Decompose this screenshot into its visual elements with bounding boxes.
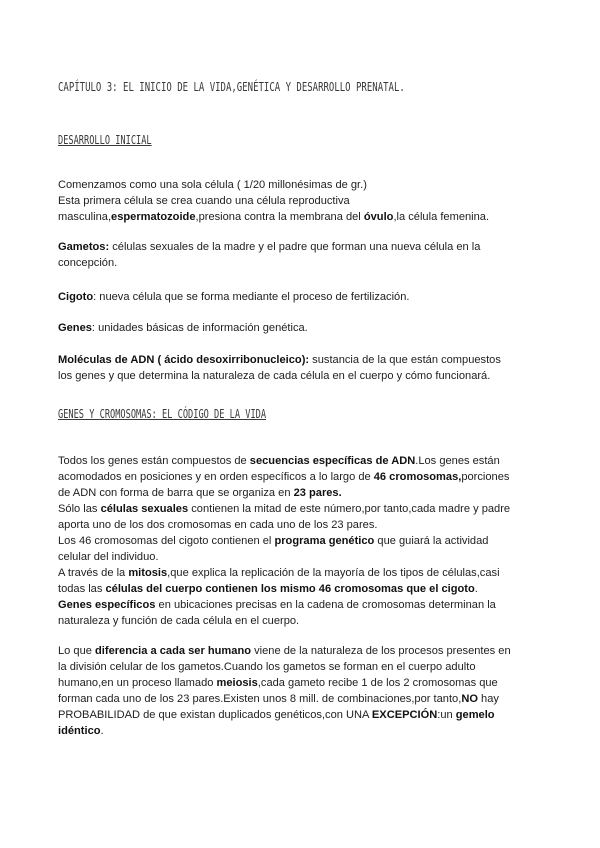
text-line (58, 597, 558, 613)
text-run: porciones (461, 471, 510, 483)
term-genes-especificos: Genes específicos (58, 599, 156, 611)
text-run: Sólo las (58, 503, 101, 515)
text-line (58, 581, 558, 597)
text-run: ,que explica la replicación de la mayoría de los tipos de células,casi (167, 567, 500, 579)
text-run: A través de la (58, 567, 129, 579)
chapter-title: CAPÍTULO 3: EL INICIO DE LA VIDA,GENÉTICA Y DESARROLLO PRENATAL. (58, 79, 405, 94)
term-gemelo: gemelo (455, 709, 495, 721)
section-heading-desarrollo-inicial: DESARROLLO INICIAL (58, 133, 152, 147)
term-identico: idéntico (58, 725, 101, 737)
text-line (58, 352, 558, 368)
text-line (58, 675, 558, 691)
text-line: naturaleza y función de cada célula en el cuerpo. (58, 615, 300, 627)
term-diferencia: diferencia a cada ser humano (95, 645, 252, 657)
term-excepcion: EXCEPCIÓN (371, 709, 438, 721)
text-run: células sexuales de la madre y el padre que forman una nueva célula en la (109, 241, 481, 253)
text-line: Esta primera célula se crea cuando una célula reproductiva (58, 195, 350, 207)
text-line: celular del individuo. (58, 551, 159, 563)
text-line: concepción. (58, 257, 118, 269)
text-line: los genes y que determina la naturaleza de cada célula en el cuerpo y cómo funcionará. (58, 370, 491, 382)
text-run: PROBABILIDAD de que existan duplicados genéticos,con UNA (58, 709, 372, 721)
text-line (58, 565, 558, 581)
definition-adn (58, 352, 558, 384)
text-run: humano,en un proceso llamado (58, 677, 217, 689)
text-run: sustancia de la que están compuestos (309, 354, 501, 366)
term-ovulo: óvulo (363, 211, 394, 223)
term-gametos: Gametos: (58, 241, 110, 253)
definition-cigoto (58, 289, 558, 305)
definition-genes (58, 320, 558, 336)
term-cigoto: Cigoto (58, 291, 94, 303)
text-line (58, 707, 558, 723)
term-23-pares: 23 pares. (293, 487, 342, 499)
paragraph-genes-cromosomas (58, 453, 558, 629)
text-run: ,presiona contra la membrana del (195, 211, 364, 223)
term-genes: Genes (58, 322, 92, 334)
text-line (58, 723, 558, 739)
text-line (58, 209, 558, 225)
text-line: Comenzamos como una sola célula ( 1/20 millonésimas de gr.) (58, 179, 367, 191)
term-meiosis: meiosis (216, 677, 258, 689)
text-run: todas las (58, 583, 106, 595)
text-run: forman cada uno de los 23 pares.Existen unos 8 mill. de combinaciones,por tanto, (58, 693, 462, 705)
term-secuencias: secuencias específicas de ADN (249, 455, 416, 467)
text-line (58, 485, 558, 501)
text-run: .Los genes están (415, 455, 500, 467)
term-programa-genetico: programa genético (274, 535, 375, 547)
text-run: Lo que (58, 645, 96, 657)
term-celulas-del-cuerpo: células del cuerpo contienen los mismo 46 cromosomas que el cigoto (105, 583, 475, 595)
term-espermatozoide: espermatozoide (111, 211, 196, 223)
text-line (58, 453, 558, 469)
text-run: ,la célula femenina. (393, 211, 490, 223)
intro-paragraph (58, 177, 558, 225)
text-run: ,cada gameto recibe 1 de los 2 cromosomas que (257, 677, 498, 689)
paragraph-diferencia (58, 643, 558, 739)
text-line: aporta uno de los dos cromosomas en cada uno de los 23 pares. (58, 519, 378, 531)
term-adn: Moléculas de ADN ( ácido desoxirribonucleico): (58, 354, 310, 366)
text-line (58, 239, 558, 255)
section-heading-genes-cromosomas: GENES Y CROMOSOMAS: EL CÓDIGO DE LA VIDA (58, 407, 267, 421)
text-line (58, 320, 558, 336)
text-run: viene de la naturaleza de los procesos presentes en (251, 645, 511, 657)
definition-gametos (58, 239, 558, 271)
text-run: que guiará la actividad (374, 535, 489, 547)
text-run: . (474, 583, 478, 595)
text-run: . (100, 725, 104, 737)
term-mitosis: mitosis (128, 567, 168, 579)
text-line (58, 289, 558, 305)
text-run: :un (437, 709, 456, 721)
term-no: NO (461, 693, 478, 705)
text-run: : nueva célula que se forma mediante el proceso de fertilización. (93, 291, 410, 303)
term-celulas-sexuales: células sexuales (100, 503, 189, 515)
text-run: acomodados en posiciones y en orden específicos a lo largo de (58, 471, 374, 483)
text-run: Los 46 cromosomas del cigoto contienen el (58, 535, 275, 547)
text-run: : unidades básicas de información genética. (91, 322, 308, 334)
term-46-cromosomas: 46 cromosomas, (373, 471, 462, 483)
text-run: hay (477, 693, 499, 705)
text-line (58, 691, 558, 707)
text-run: en ubicaciones precisas en la cadena de cromosomas determinan la (155, 599, 496, 611)
text-line (58, 643, 558, 659)
text-line (58, 533, 558, 549)
text-run: contienen la mitad de este número,por tanto,cada madre y padre (188, 503, 511, 515)
text-line (58, 501, 558, 517)
text-run: masculina, (58, 211, 112, 223)
text-line: la división celular de los gametos.Cuando los gametos se forman en el cuerpo adulto (58, 661, 476, 673)
text-run: de ADN con forma de barra que se organiza en (58, 487, 294, 499)
text-run: Todos los genes están compuestos de (58, 455, 250, 467)
text-line (58, 469, 558, 485)
